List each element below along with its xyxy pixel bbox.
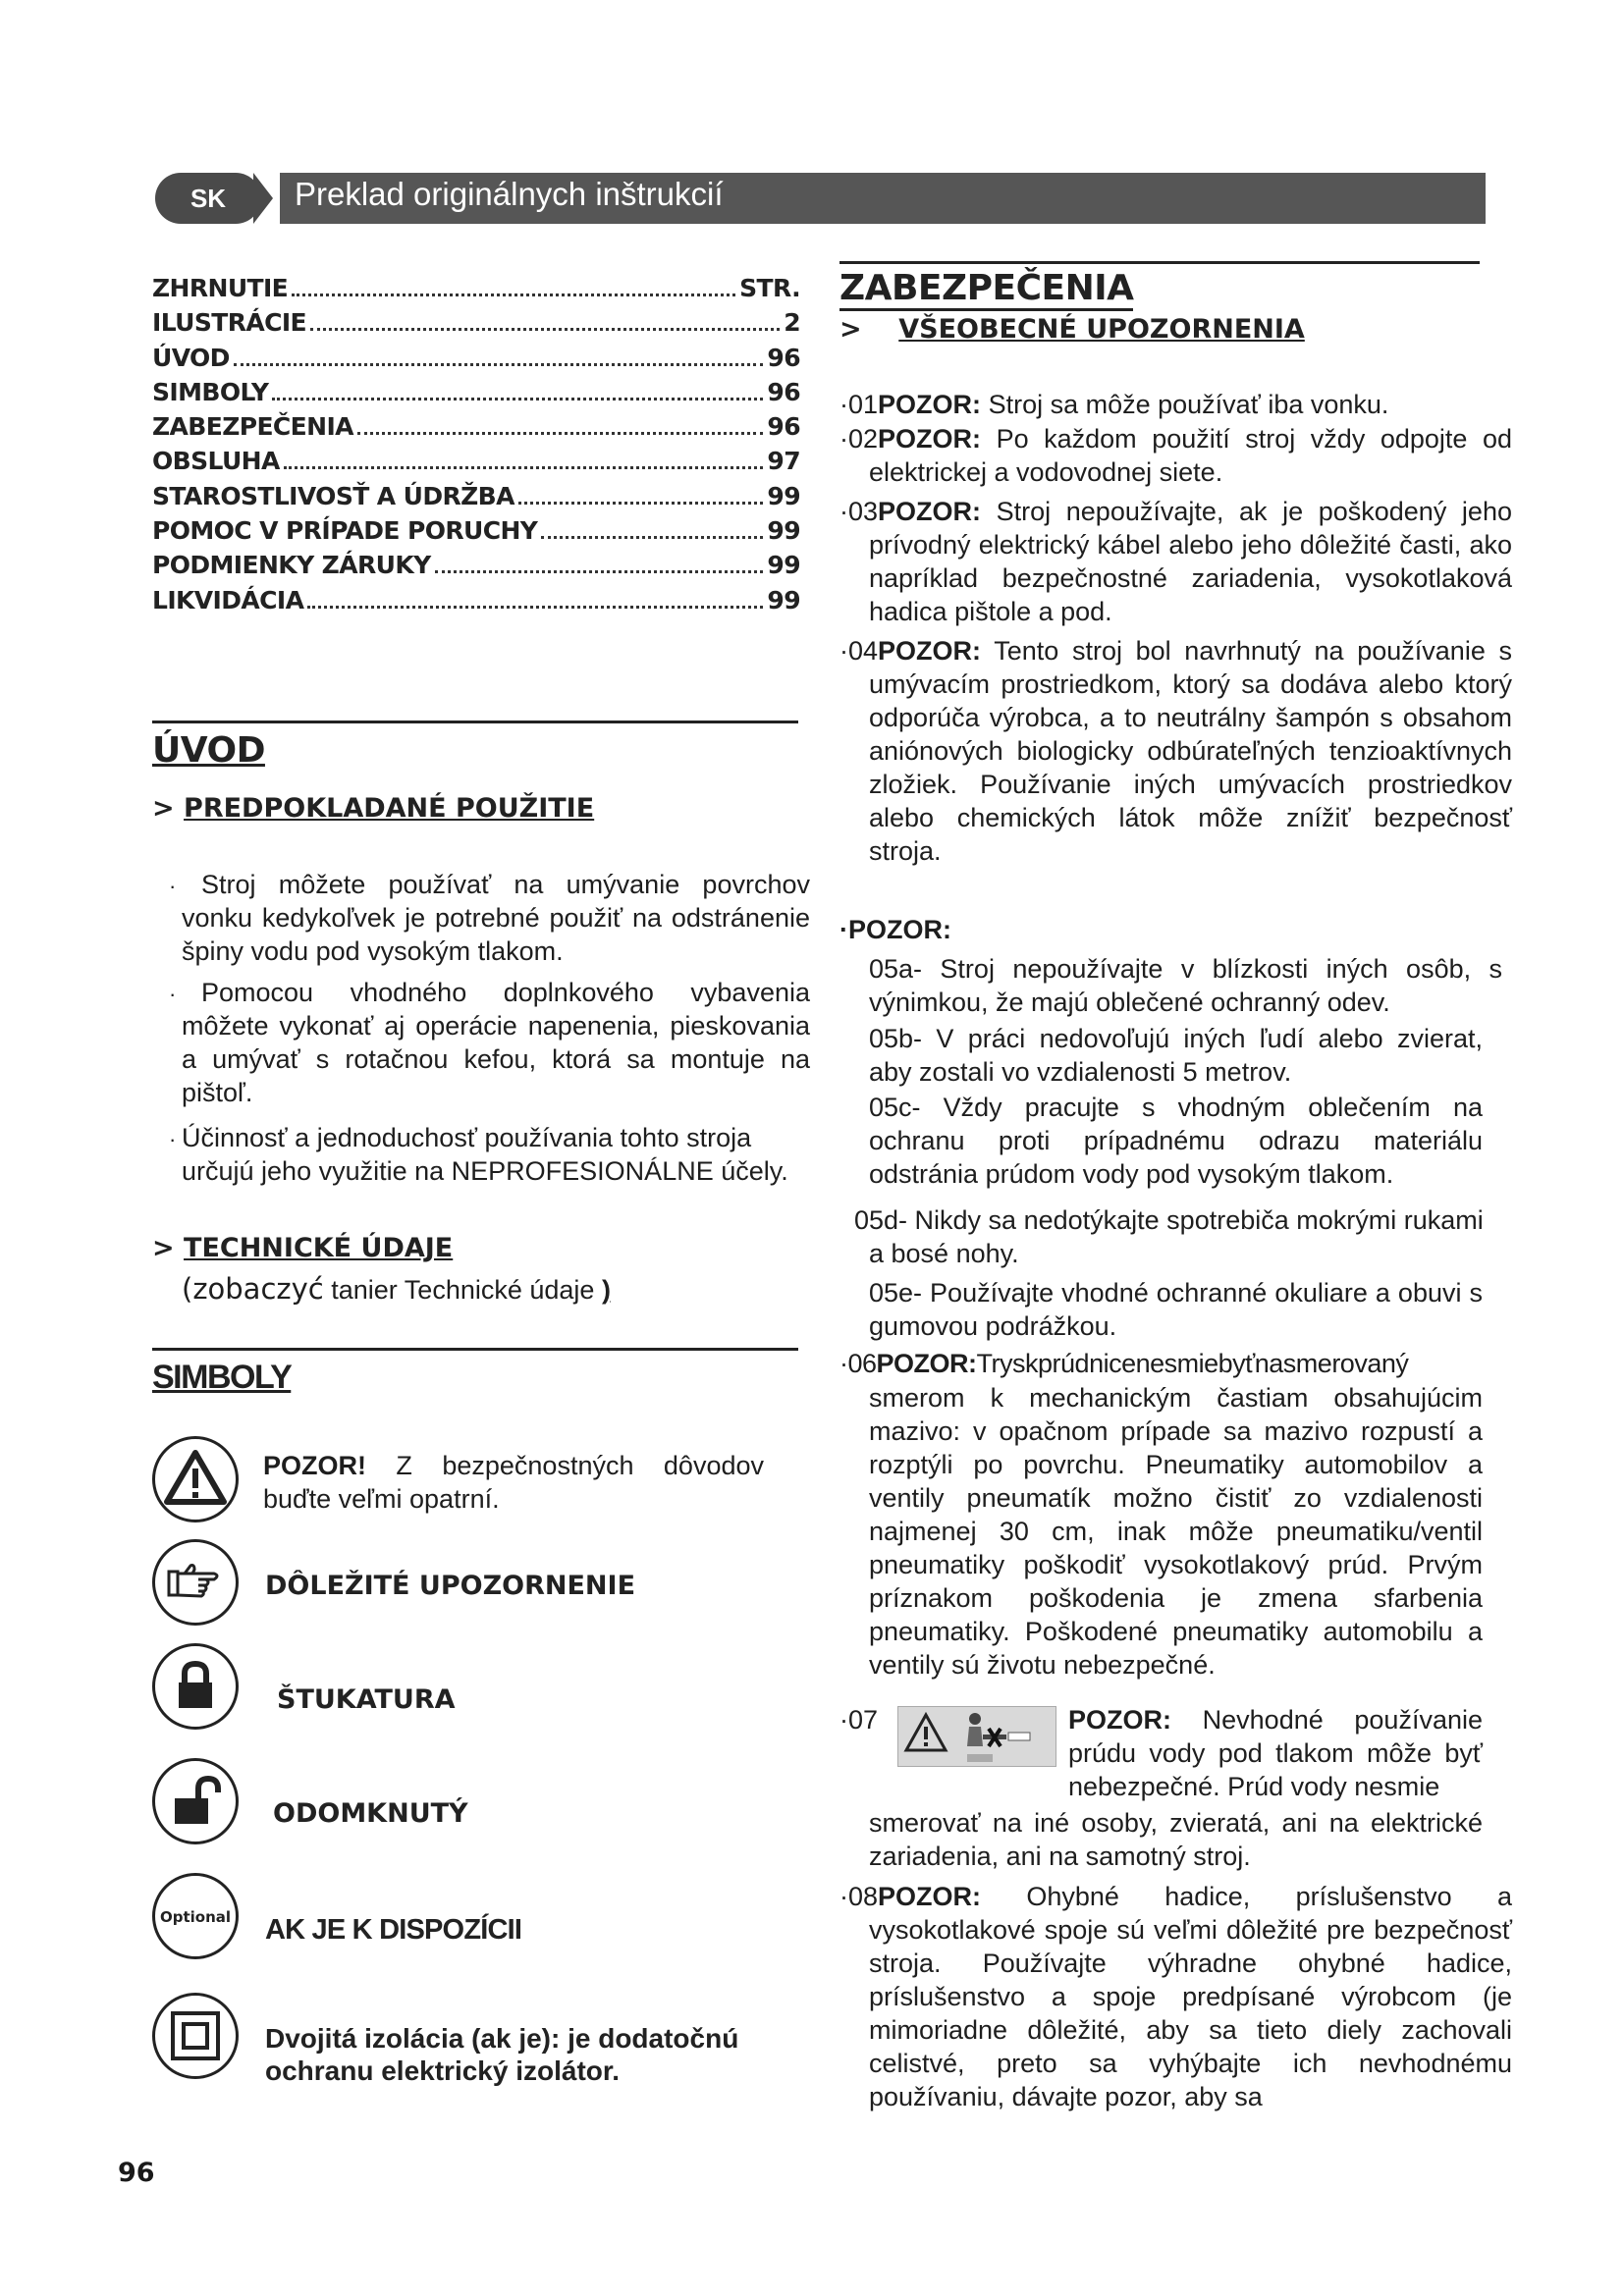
warning-05b: 05b- V práci nedovoľujú iných ľudí alebo zvierat, aby zostali vo vzdialenosti 5 metrov. [869,1024,1483,1087]
svg-text:Optional: Optional [159,1908,232,1926]
language-badge: SK [155,173,261,224]
simboly-heading: SIMBOLY [152,1359,292,1396]
symbol-optional-label: AK JE K DISPOZÍCII [265,1914,522,1946]
double-insulation-icon [152,1993,239,2079]
symbol-locked-label: ŠTUKATURA [277,1684,456,1715]
toc-row: ZHRNUTIE STR. [152,274,800,302]
warning-06: smerom k mechanickým častiam obsahujúcim mazivo: v opačnom prípade sa mazivo rozpustí a rozptýli po povrchu. Pneumatiky automobilov a ventily pneumatík možno čistiť zo vzdialenosti najmenej 30 cm, inak môže pneumatiku/ventil pneumatiky poškodiť vysokotlakový prúd. Prvým príznakom poškodenia je zmena sfarbenia pneumatiky. Poškodené pneumatiky automobilu a ventily sú životu nebezpečné. [869,1383,1483,1680]
header-title: Preklad originálnych inštrukcií [295,176,724,212]
symbol-warning-text: POZOR! Z bezpečnostných dôvodov buďte veľmi opatrní. [263,1451,764,1514]
warning-01: ·01POZOR: Stroj sa môže používať iba vonku. [839,390,1389,419]
uvod-heading: ÚVOD [152,730,265,771]
toc-row: POMOC V PRÍPADE PORUCHY 99 [152,516,800,546]
uvod-item-1: Stroj môžete používať na umývanie povrchov vonku kedykoľvek je potrebné použiť na odstránenie špiny vodu pod vysokým tlakom. [182,870,810,966]
padlock-open-icon [152,1758,239,1844]
warning-05e: 05e- Používajte vhodné ochranné okuliare a obuvi s gumovou podrážkou. [869,1278,1483,1341]
warning-07-num: ·07 [839,1705,879,1735]
page-number: 96 [118,2158,155,2188]
warning-05-title: ·POZOR: [839,915,951,944]
warning-05c: 05c- Vždy pracujte s vhodným oblečením na ochranu proti prípadnému odrazu materiálu odstránia prúdom vody pod vysokým tlakom. [869,1093,1483,1189]
uvod-item-3: Účinnosť a jednoduchosť používania tohto stroja určujú jeho využitie na NEPROFESIONÁLNE účely. [182,1123,788,1186]
toc-row: SIMBOLY 96 [152,377,800,406]
toc-row: PODMIENKY ZÁRUKY 99 [152,551,800,580]
section-rule [152,1348,798,1351]
tech-note: (zobaczyć tanier Technické údaje ) [182,1272,611,1306]
tech-subheading: > TECHNICKÉ ÚDAJE [152,1233,454,1263]
toc-row: OBSLUHA 97 [152,447,800,476]
warning-04: ·04POZOR: Tento stroj bol navrhnutý na používanie s umývacím prostriedkom, ktorý sa dodáva alebo ktorý odporúča výrobca, a to neutrálny šampón s obsahom aniónových biologicky odbúrateľných tenzioaktívnych zložiek. Používanie iných umývacích prostriedkov alebo chemických látok môže znížiť bezpečnosť stroja. [839,636,1512,866]
spray-warning-pictogram [897,1706,1056,1767]
warning-05d: 05d- Nikdy sa nedotýkajte spotrebiča mokrými rukami a bosé nohy. [854,1205,1484,1268]
language-badge-arrow [253,173,273,224]
warning-08: ·08POZOR: Ohybné hadice, príslušenstvo a vysokotlakové spoje sú veľmi dôležité pre bezpečnosť stroja. Používajte výhradne ohybné hadice, príslušenstvo a spoje predpísané výrobcom (je mimoriadne dôležité, aby sa tieto diely zachovali celistvé, preto sa vyhýbajte ich nevhodnému používaniu, dávajte pozor, aby sa [839,1882,1512,2111]
warning-02: ·02POZOR: Po každom použití stroj vždy odpojte od elektrickej a vodovodnej siete. [839,424,1512,487]
symbol-double-insulation-label: Dvojitá izolácia (ak je): je dodatočnú ochranu elektrický izolátor. [265,2023,739,2086]
section-rule [839,261,1480,264]
warning-07-side: POZOR: Nevhodné používanie prúdu vody pod tlakom môže byť nebezpečné. Prúd vody nesmie [1068,1705,1483,1801]
symbol-unlocked-label: ODOMKNUTÝ [273,1798,468,1829]
warning-05a: 05a- Stroj nepoužívajte v blízkosti iných osôb, s výnimkou, že majú oblečené ochranný odev. [869,954,1502,1017]
section-rule [152,721,798,723]
bullet: · [169,1127,177,1151]
bullet: · [169,874,177,898]
table-of-contents [152,271,800,617]
toc-row: ÚVOD 96 [152,343,800,372]
warning-07: smerovať na iné osoby, zvieratá, ani na elektrické zariadenia, ani na samotný stroj. [869,1808,1483,1871]
pointing-hand-icon [152,1539,239,1626]
toc-row: ILUSTRÁCIE 2 [152,308,800,338]
warning-06-first: ·06POZOR:Tryskprúdnicenesmiebyťnasmerovaný [839,1349,1409,1378]
toc-row: LIKVIDÁCIA 99 [152,585,800,614]
optional-icon [152,1873,239,1959]
warning-triangle-icon [152,1436,239,1522]
zabezpecenia-heading: ZABEZPEČENIA [839,269,1133,311]
symbol-important-label: DÔLEŽITÉ UPOZORNENIE [265,1571,636,1601]
toc-row: STAROSTLIVOSŤ A ÚDRŽBA 99 [152,481,800,510]
uvod-item-2: Pomocou vhodného doplnkového vybavenia môžete vykonať aj operácie napenenia, pieskovania a umývať s rotačnou kefou, ktorá sa montuje na pištoľ. [182,978,810,1107]
toc-row: ZABEZPEČENIA 96 [152,412,800,442]
padlock-locked-icon [152,1643,239,1730]
warning-03: ·03POZOR: Stroj nepoužívajte, ak je poškodený jeho prívodný elektrický kábel alebo jeho dôležité časti, ako napríklad bezpečnostné zariadenia, vysokotlaková hadica pištole a pod. [839,497,1512,626]
bullet: · [169,982,177,1006]
zabezpecenia-subheading: > VŠEOBECNÉ UPOZORNENIA [839,314,1305,345]
uvod-subheading: > PREDPOKLADANÉ POUŽITIE [152,793,595,824]
